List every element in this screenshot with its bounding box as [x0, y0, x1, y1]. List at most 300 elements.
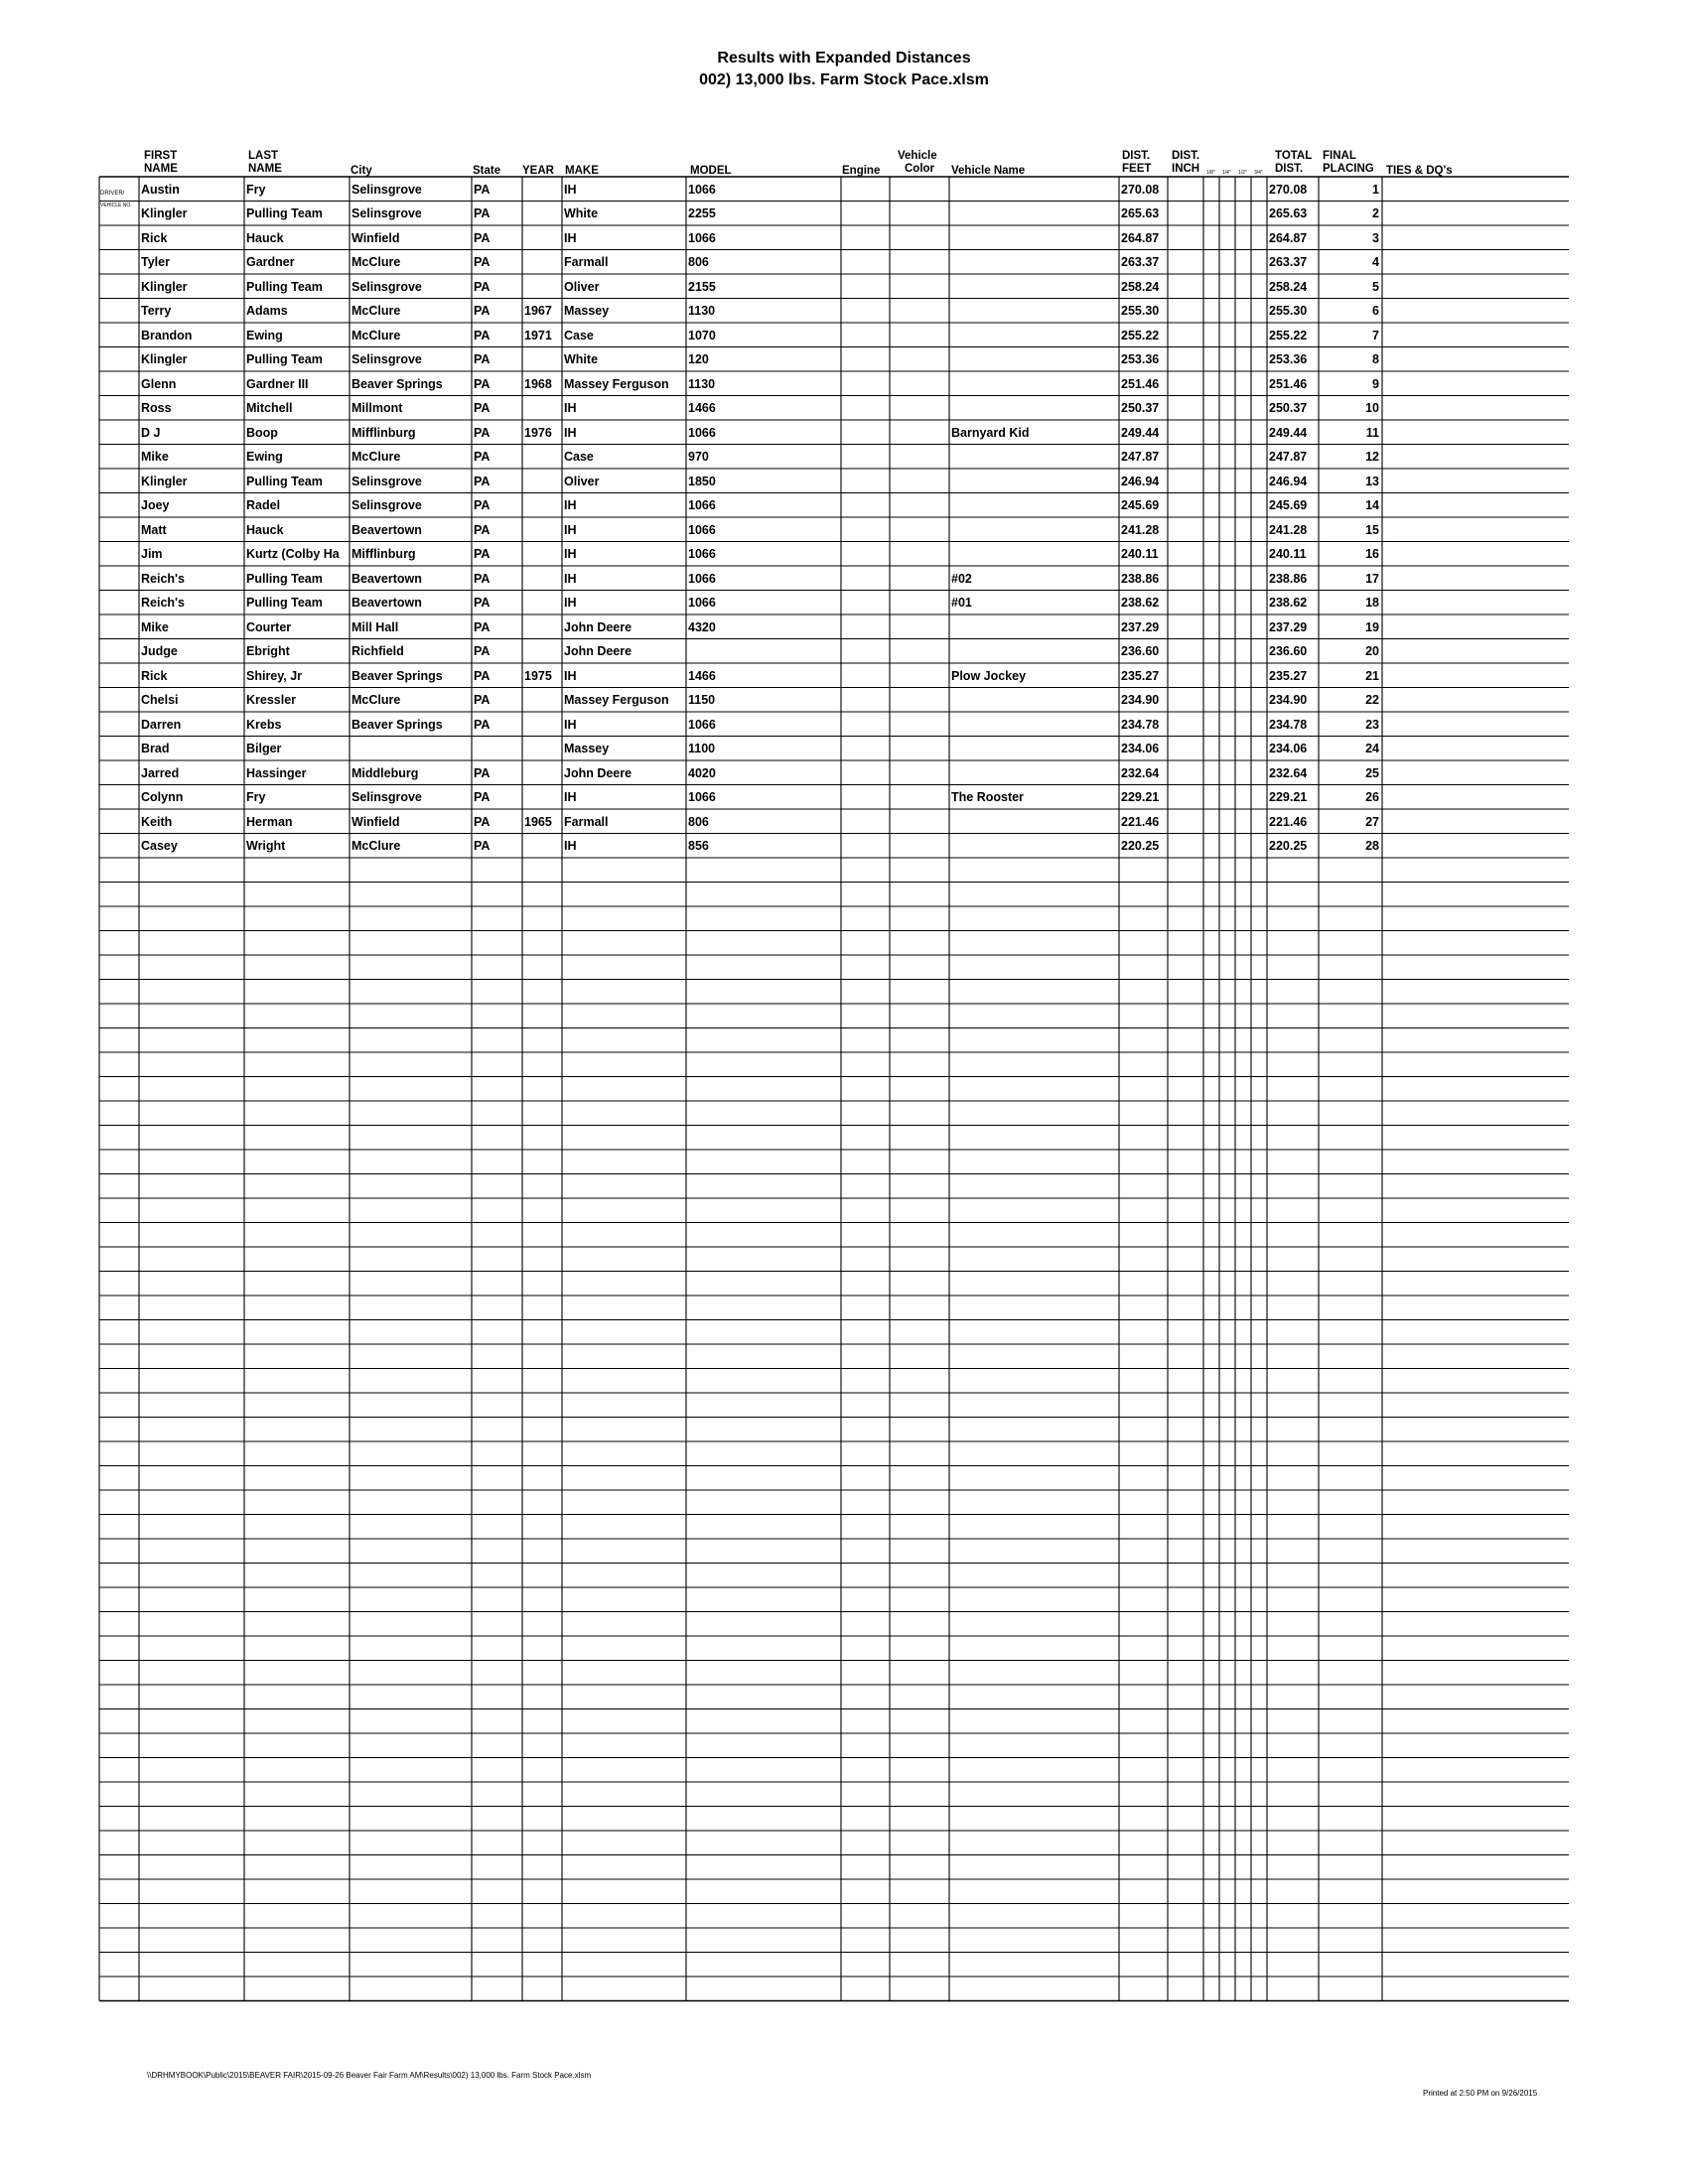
cell-first: Reich's: [141, 596, 185, 610]
cell-state: PA: [474, 376, 491, 391]
cell-city: McClure: [352, 328, 401, 342]
cell-vehicle-name: [951, 519, 1117, 541]
cell-last: Fry: [246, 182, 266, 197]
cell-last: Wright: [246, 839, 286, 853]
cell-first: Mike: [141, 450, 169, 464]
cell-place: 27: [1365, 814, 1379, 829]
cell-model: [688, 640, 839, 662]
cell-last: Pulling Team: [246, 279, 323, 294]
cell-state: PA: [474, 522, 491, 537]
cell-place: 26: [1365, 790, 1379, 804]
cell-total: 247.87: [1269, 450, 1308, 464]
cell-city: Winfield: [352, 230, 400, 245]
cell-total: 236.60: [1269, 644, 1308, 658]
cell-place: 17: [1365, 571, 1379, 586]
header-color-line1: Vehicle: [898, 150, 937, 162]
cell-feet: 241.28: [1121, 522, 1160, 537]
cell-feet: 264.87: [1121, 230, 1160, 245]
cell-make: John Deere: [564, 644, 633, 658]
cell-place: 15: [1365, 522, 1379, 537]
cell-vehicle-name: [951, 762, 1117, 784]
cell-first: Darren: [141, 717, 182, 732]
cell-vehicle-name: [951, 738, 1117, 759]
cell-first: Rick: [141, 668, 168, 683]
cell-year: 1976: [524, 425, 552, 440]
cell-total: 258.24: [1269, 279, 1308, 294]
cell-city: Beavertown: [352, 522, 422, 537]
cell-place: 16: [1365, 547, 1379, 561]
cell-vehicle-name: [951, 689, 1117, 711]
cell-place: 18: [1365, 596, 1379, 610]
header-make: MAKE: [565, 165, 599, 177]
cell-feet: 263.37: [1121, 255, 1160, 269]
cell-year: [524, 640, 560, 662]
cell-first: Austin: [141, 182, 180, 197]
cell-model: 1466: [688, 668, 716, 683]
cell-place: 2: [1372, 206, 1379, 220]
cell-first: Casey: [141, 839, 178, 853]
cell-total: 250.37: [1269, 401, 1308, 415]
cell-first: Reich's: [141, 571, 185, 586]
header-engine: Engine: [842, 165, 881, 177]
cell-place: 4: [1372, 255, 1379, 269]
cell-state: PA: [474, 668, 491, 683]
cell-feet: 249.44: [1121, 425, 1160, 440]
document-title: Results with Expanded Distances: [717, 50, 971, 67]
cell-state: PA: [474, 814, 491, 829]
cell-feet: 270.08: [1121, 182, 1160, 197]
cell-place: 5: [1372, 279, 1379, 294]
cell-vehicle-name: Barnyard Kid: [951, 425, 1030, 440]
cell-model: 1130: [688, 304, 716, 318]
cell-last: Mitchell: [246, 401, 293, 415]
cell-make: Massey: [564, 742, 610, 755]
cell-feet: 238.86: [1121, 571, 1160, 586]
cell-first: Klingler: [141, 279, 188, 294]
cell-state: PA: [474, 328, 491, 342]
cell-city: Selinsgrove: [352, 790, 422, 804]
cell-place: 12: [1365, 450, 1379, 464]
cell-first: Jarred: [141, 765, 180, 780]
cell-first: Klingler: [141, 206, 188, 220]
header-total-line1: TOTAL: [1275, 150, 1313, 162]
cell-make: John Deere: [564, 619, 633, 634]
cell-last: Ewing: [246, 450, 283, 464]
cell-model: 4020: [688, 765, 716, 780]
cell-city: Selinsgrove: [352, 182, 422, 197]
cell-place: 13: [1365, 474, 1379, 488]
cell-year: [524, 494, 560, 516]
cell-total: 241.28: [1269, 522, 1308, 537]
cell-make: IH: [564, 230, 577, 245]
cell-make: Case: [564, 328, 594, 342]
cell-make: White: [564, 206, 599, 220]
cell-state: PA: [474, 450, 491, 464]
cell-make: IH: [564, 790, 577, 804]
cell-model: 2255: [688, 206, 716, 220]
cell-year: 1967: [524, 304, 552, 318]
cell-year: [524, 348, 560, 370]
cell-make: Oliver: [564, 474, 600, 488]
cell-feet: 255.30: [1121, 304, 1160, 318]
document-subtitle: 002) 13,000 lbs. Farm Stock Pace.xlsm: [699, 71, 989, 88]
cell-place: 7: [1372, 328, 1379, 342]
cell-state: PA: [474, 279, 491, 294]
cell-make: IH: [564, 668, 577, 683]
cell-vehicle-name: [951, 811, 1117, 833]
footer-file-path: \\DRHMYBOOK\Public\2015\BEAVER FAIR\2015-09-26 Beaver Fair Farm AM\Results\002) 13,000 lbs. Farm Stock Pace.xlsm: [147, 2071, 592, 2080]
cell-year: [524, 762, 560, 784]
header-fraction-3: 1/2": [1238, 170, 1247, 176]
cell-first: Jim: [141, 547, 163, 561]
cell-place: 1: [1372, 182, 1379, 197]
cell-model: 806: [688, 814, 709, 829]
cell-model: 1066: [688, 425, 716, 440]
cell-make: IH: [564, 522, 577, 537]
cell-last: Fry: [246, 790, 266, 804]
cell-first: Rick: [141, 230, 168, 245]
cell-year: [524, 227, 560, 249]
cell-last: Hauck: [246, 522, 284, 537]
cell-year: [524, 203, 560, 224]
cell-place: 10: [1365, 401, 1379, 415]
cell-model: 1100: [688, 742, 716, 755]
cell-last: Pulling Team: [246, 474, 323, 488]
cell-total: 221.46: [1269, 814, 1308, 829]
cell-place: 21: [1365, 668, 1379, 683]
cell-last: Kressler: [246, 693, 297, 707]
cell-year: 1965: [524, 814, 552, 829]
cell-first: Ross: [141, 401, 172, 415]
cell-city: Richfield: [352, 644, 404, 658]
cell-total: 238.62: [1269, 596, 1308, 610]
cell-state: PA: [474, 547, 491, 561]
header-dist-feet-line1: DIST.: [1122, 150, 1151, 162]
cell-feet: 246.94: [1121, 474, 1160, 488]
header-final-line1: FINAL: [1323, 150, 1356, 162]
header-driver-line2: VEHICLE NO.: [100, 203, 132, 208]
cell-feet: 236.60: [1121, 644, 1160, 658]
cell-last: Kurtz (Colby Ha: [246, 547, 340, 561]
cell-city: Mifflinburg: [352, 547, 416, 561]
cell-make: Oliver: [564, 279, 600, 294]
cell-last: Adams: [246, 304, 288, 318]
cell-city: Selinsgrove: [352, 498, 422, 512]
cell-city: Selinsgrove: [352, 206, 422, 220]
cell-place: 24: [1365, 742, 1379, 755]
cell-total: 234.78: [1269, 717, 1308, 732]
cell-city: McClure: [352, 255, 401, 269]
cell-state: PA: [474, 596, 491, 610]
cell-city: McClure: [352, 693, 401, 707]
cell-year: [524, 543, 560, 565]
cell-total: 240.11: [1269, 547, 1307, 561]
cell-model: 1066: [688, 182, 716, 197]
cell-city: Selinsgrove: [352, 352, 422, 366]
cell-state: PA: [474, 304, 491, 318]
cell-model: 1066: [688, 571, 716, 586]
cell-year: [524, 738, 560, 759]
cell-vehicle-name: [951, 494, 1117, 516]
cell-vehicle-name: [951, 616, 1117, 638]
cell-model: 1850: [688, 474, 716, 488]
cell-last: Pulling Team: [246, 571, 323, 586]
cell-city: Beaver Springs: [352, 668, 443, 683]
cell-vehicle-name: [951, 446, 1117, 468]
cell-year: [524, 276, 560, 298]
cell-vehicle-name: [951, 348, 1117, 370]
cell-last: Krebs: [246, 717, 282, 732]
cell-first: Brad: [141, 742, 170, 755]
cell-year: [524, 689, 560, 711]
cell-vehicle-name: [951, 276, 1117, 298]
cell-first: Tyler: [141, 255, 170, 269]
cell-first: Chelsi: [141, 693, 179, 707]
header-color-line2: Color: [905, 163, 935, 175]
cell-model: 1066: [688, 547, 716, 561]
cell-last: Herman: [246, 814, 293, 829]
cell-make: IH: [564, 717, 577, 732]
header-dist-inch-line2: INCH: [1172, 163, 1200, 175]
cell-year: [524, 592, 560, 614]
cell-first: Colynn: [141, 790, 184, 804]
cell-state: PA: [474, 693, 491, 707]
cell-year: [524, 251, 560, 273]
cell-total: 263.37: [1269, 255, 1308, 269]
cell-make: IH: [564, 401, 577, 415]
cell-feet: 238.62: [1121, 596, 1160, 610]
cell-feet: 229.21: [1121, 790, 1160, 804]
cell-vehicle-name: Plow Jockey: [951, 668, 1027, 683]
header-first-line2: NAME: [144, 163, 178, 175]
cell-model: 1466: [688, 401, 716, 415]
header-last-line1: LAST: [248, 150, 279, 162]
cell-state: PA: [474, 619, 491, 634]
cell-total: 251.46: [1269, 376, 1308, 391]
cell-feet: 253.36: [1121, 352, 1160, 366]
cell-total: 265.63: [1269, 206, 1308, 220]
cell-model: 2155: [688, 279, 716, 294]
cell-model: 806: [688, 255, 709, 269]
cell-place: 6: [1372, 304, 1379, 318]
cell-vehicle-name: #01: [951, 596, 972, 610]
cell-first: Keith: [141, 814, 173, 829]
header-final-line2: PLACING: [1323, 163, 1374, 175]
cell-first: Brandon: [141, 328, 193, 342]
cell-place: 25: [1365, 765, 1379, 780]
cell-make: Massey Ferguson: [564, 376, 669, 391]
cell-make: IH: [564, 571, 577, 586]
cell-state: PA: [474, 644, 491, 658]
cell-model: 1066: [688, 717, 716, 732]
cell-total: 234.06: [1269, 742, 1308, 755]
cell-city: Millmont: [352, 401, 403, 415]
cell-feet: 234.90: [1121, 693, 1160, 707]
cell-state: PA: [474, 498, 491, 512]
cell-vehicle-name: [951, 325, 1117, 346]
cell-city: Beavertown: [352, 596, 422, 610]
cell-city: Beaver Springs: [352, 717, 443, 732]
cell-feet: 235.27: [1121, 668, 1160, 683]
cell-total: 238.86: [1269, 571, 1308, 586]
cell-total: 220.25: [1269, 839, 1308, 853]
cell-place: 8: [1372, 352, 1379, 366]
cell-place: 23: [1365, 717, 1379, 732]
cell-vehicle-name: [951, 300, 1117, 322]
cell-place: 3: [1372, 230, 1379, 245]
cell-first: Klingler: [141, 474, 188, 488]
cell-state: PA: [474, 717, 491, 732]
cell-place: 28: [1365, 839, 1379, 853]
cell-feet: 220.25: [1121, 839, 1160, 853]
cell-state: PA: [474, 571, 491, 586]
cell-total: 253.36: [1269, 352, 1308, 366]
cell-model: 1066: [688, 230, 716, 245]
cell-total: 229.21: [1269, 790, 1308, 804]
cell-last: Pulling Team: [246, 352, 323, 366]
cell-place: 20: [1365, 644, 1379, 658]
cell-state: PA: [474, 206, 491, 220]
cell-state: PA: [474, 765, 491, 780]
cell-vehicle-name: [951, 373, 1117, 395]
cell-year: [524, 446, 560, 468]
header-ties-dqs: TIES & DQ's: [1386, 165, 1453, 177]
cell-last: Gardner: [246, 255, 295, 269]
cell-year: [524, 835, 560, 857]
header-driver-line1: DRIVER/: [100, 191, 125, 197]
cell-model: 1066: [688, 790, 716, 804]
cell-make: Massey: [564, 304, 610, 318]
cell-city: Winfield: [352, 814, 400, 829]
cell-vehicle-name: [951, 640, 1117, 662]
cell-feet: 255.22: [1121, 328, 1160, 342]
cell-make: IH: [564, 182, 577, 197]
cell-state: PA: [474, 839, 491, 853]
cell-feet: 258.24: [1121, 279, 1160, 294]
cell-city: McClure: [352, 839, 401, 853]
cell-place: 9: [1372, 376, 1379, 391]
cell-total: 232.64: [1269, 765, 1308, 780]
header-first-line1: FIRST: [144, 150, 178, 162]
cell-model: 1066: [688, 596, 716, 610]
header-fraction-1: 1/8": [1206, 170, 1215, 176]
header-total-line2: DIST.: [1275, 163, 1304, 175]
cell-vehicle-name: [951, 397, 1117, 419]
cell-make: Massey Ferguson: [564, 693, 669, 707]
cell-year: [524, 616, 560, 638]
header-dist-feet-line2: FEET: [1122, 163, 1152, 175]
cell-total: 237.29: [1269, 619, 1308, 634]
cell-place: 11: [1365, 425, 1379, 440]
cell-make: Case: [564, 450, 594, 464]
cell-first: Klingler: [141, 352, 188, 366]
cell-first: Matt: [141, 522, 167, 537]
cell-city: Mifflinburg: [352, 425, 416, 440]
cell-last: Shirey, Jr: [246, 668, 303, 683]
cell-first: Terry: [141, 304, 172, 318]
cell-make: White: [564, 352, 599, 366]
cell-model: 1150: [688, 693, 716, 707]
cell-model: 1066: [688, 498, 716, 512]
cell-vehicle-name: [951, 543, 1117, 565]
cell-feet: 250.37: [1121, 401, 1160, 415]
cell-feet: 265.63: [1121, 206, 1160, 220]
cell-state: PA: [474, 401, 491, 415]
cell-make: John Deere: [564, 765, 633, 780]
cell-place: 19: [1365, 619, 1379, 634]
cell-place: 22: [1365, 693, 1379, 707]
cell-model: 4320: [688, 619, 716, 634]
cell-model: 120: [688, 352, 709, 366]
cell-last: Bilger: [246, 742, 282, 755]
cell-state: PA: [474, 790, 491, 804]
cell-state: PA: [474, 255, 491, 269]
cell-make: IH: [564, 498, 577, 512]
cell-make: Farmall: [564, 255, 609, 269]
cell-state: [474, 738, 520, 759]
header-vehicle-name: Vehicle Name: [951, 165, 1026, 177]
cell-total: 264.87: [1269, 230, 1308, 245]
cell-year: [524, 179, 560, 201]
cell-year: [524, 397, 560, 419]
header-fraction-4: 3/4": [1254, 170, 1263, 176]
cell-total: 255.30: [1269, 304, 1308, 318]
cell-total: 234.90: [1269, 693, 1308, 707]
header-model: MODEL: [690, 165, 732, 177]
cell-vehicle-name: [951, 471, 1117, 492]
cell-year: [524, 786, 560, 808]
cell-city: McClure: [352, 450, 401, 464]
cell-first: D J: [141, 425, 161, 440]
cell-state: PA: [474, 230, 491, 245]
cell-first: Judge: [141, 644, 178, 658]
cell-year: 1971: [524, 328, 552, 342]
cell-city: [352, 738, 470, 759]
cell-last: Hauck: [246, 230, 284, 245]
cell-make: Farmall: [564, 814, 609, 829]
cell-vehicle-name: [951, 227, 1117, 249]
cell-state: PA: [474, 474, 491, 488]
cell-feet: 251.46: [1121, 376, 1160, 391]
cell-vehicle-name: [951, 251, 1117, 273]
cell-state: PA: [474, 182, 491, 197]
cell-year: [524, 519, 560, 541]
cell-vehicle-name: [951, 179, 1117, 201]
cell-first: Mike: [141, 619, 169, 634]
cell-vehicle-name: The Rooster: [951, 790, 1024, 804]
cell-last: Ebright: [246, 644, 290, 658]
cell-vehicle-name: [951, 835, 1117, 857]
cell-make: IH: [564, 425, 577, 440]
cell-model: 1070: [688, 328, 716, 342]
cell-feet: 245.69: [1121, 498, 1160, 512]
cell-year: [524, 714, 560, 736]
cell-total: 245.69: [1269, 498, 1308, 512]
cell-make: IH: [564, 839, 577, 853]
cell-vehicle-name: [951, 714, 1117, 736]
cell-feet: 234.06: [1121, 742, 1160, 755]
cell-feet: 247.87: [1121, 450, 1160, 464]
cell-total: 255.22: [1269, 328, 1308, 342]
cell-model: 1066: [688, 522, 716, 537]
cell-city: Selinsgrove: [352, 279, 422, 294]
cell-last: Pulling Team: [246, 596, 323, 610]
cell-city: Selinsgrove: [352, 474, 422, 488]
cell-feet: 240.11: [1121, 547, 1159, 561]
cell-first: Joey: [141, 498, 170, 512]
cell-last: Courter: [246, 619, 292, 634]
cell-year: 1968: [524, 376, 552, 391]
